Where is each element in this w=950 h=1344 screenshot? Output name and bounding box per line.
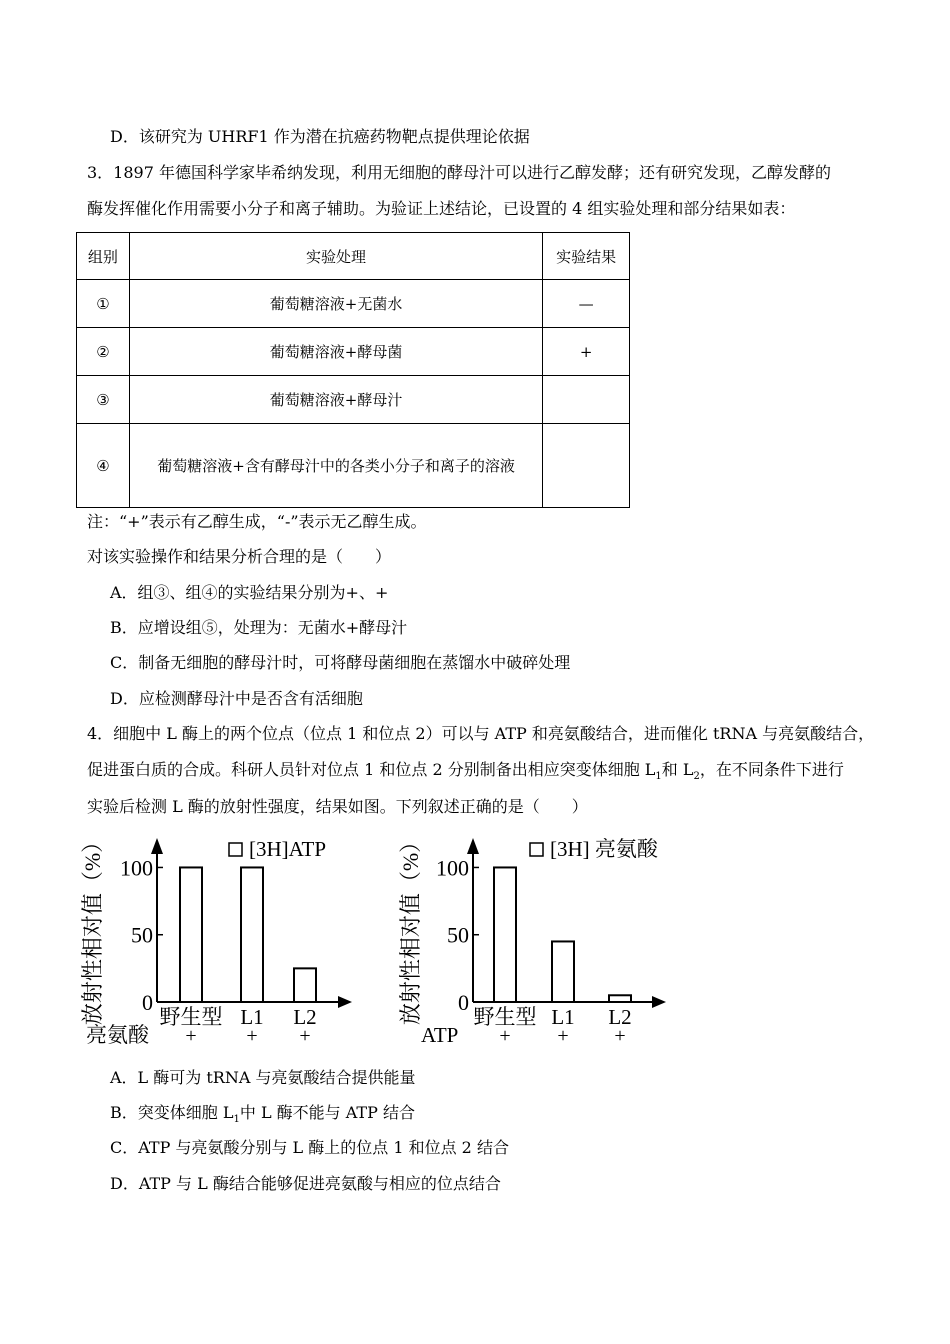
- x-axis-arrow: [338, 996, 352, 1008]
- q4-stem-line3: 实验后检测 L 酶的放射性强度，结果如图。下列叙述正确的是（ ）: [87, 797, 588, 816]
- y-tick-label: 50: [131, 922, 153, 948]
- q3-stem-line1: 3．1897 年德国科学家毕希纳发现，利用无细胞的酵母汁可以进行乙醇发酵；还有研究发现，乙醇发酵的: [87, 163, 831, 182]
- x-tick-label: 野生型: [159, 1005, 223, 1029]
- y-tick-label: 0: [142, 990, 153, 1015]
- table-header-result: 实验结果: [543, 233, 630, 280]
- bar-charts-figure: [0, 820, 950, 1060]
- table-cell-group: ③: [77, 376, 130, 424]
- q4-option-d: D．ATP 与 L 酶结合能够促进亮氨酸与相应的位点结合: [110, 1174, 501, 1193]
- x-axis-arrow: [652, 996, 666, 1008]
- q4-stem-sub1: 1: [655, 771, 662, 783]
- q4-stem-text-c: ，在不同条件下进行: [699, 760, 844, 779]
- y-axis-label: 放射性相对值（%）: [80, 830, 105, 1026]
- table-cell-result: —: [543, 280, 630, 328]
- table-row: [77, 280, 630, 328]
- q3-option-d: D．应检测酵母汁中是否含有活细胞: [110, 689, 363, 708]
- y-axis-arrow: [151, 838, 163, 854]
- condition-mark: +: [614, 1025, 626, 1047]
- condition-label: ATP: [421, 1023, 459, 1047]
- y-tick-label: 100: [120, 855, 153, 881]
- legend-label: [3H] 亮氨酸: [550, 837, 658, 861]
- q4-option-b-text-b: 中 L 酶不能与 ATP 结合: [239, 1103, 415, 1122]
- bar: [180, 867, 202, 1002]
- x-tick-label: L2: [293, 1005, 317, 1029]
- y-tick-label: 50: [447, 922, 469, 948]
- q4-option-b-sub: 1: [233, 1114, 240, 1126]
- x-tick-label: L1: [240, 1005, 264, 1029]
- y-tick-label: 0: [458, 990, 469, 1015]
- condition-mark: +: [246, 1025, 258, 1047]
- q3-option-c: C．制备无细胞的酵母汁时，可将酵母菌细胞在蒸馏水中破碎处理: [110, 653, 571, 672]
- bar: [241, 867, 263, 1002]
- q3-option-a: A．组③、组④的实验结果分别为+、+: [110, 583, 389, 602]
- bar: [294, 968, 316, 1002]
- q4-option-b-text-a: B．突变体细胞 L: [110, 1103, 234, 1122]
- q4-option-b: [110, 1103, 415, 1130]
- q3-question: 对该实验操作和结果分析合理的是（ ）: [87, 547, 392, 566]
- table-cell-result: +: [543, 328, 630, 376]
- table-row: [77, 424, 630, 508]
- bar: [552, 941, 574, 1002]
- table-cell-treatment: 葡萄糖溶液+酵母菌: [129, 328, 542, 376]
- table-row: [77, 376, 630, 424]
- experiment-table: [76, 232, 630, 508]
- q4-option-c: C．ATP 与亮氨酸分别与 L 酶上的位点 1 和位点 2 结合: [110, 1138, 509, 1157]
- q3-option-b: B．应增设组⑤，处理为：无菌水+酵母汁: [110, 618, 408, 637]
- table-cell-result: [543, 424, 630, 508]
- q4-option-a: A．L 酶可为 tRNA 与亮氨酸结合提供能量: [110, 1068, 416, 1087]
- q4-stem-line1: 4．细胞中 L 酶上的两个位点（位点 1 和位点 2）可以与 ATP 和亮氨酸结合，进而催化 tRNA 与亮氨酸结合，: [87, 724, 875, 743]
- condition-mark: +: [185, 1025, 197, 1047]
- q4-stem-line2: [87, 760, 844, 787]
- x-tick-label: L2: [608, 1005, 632, 1029]
- q2-option-d: D．该研究为 UHRF1 作为潜在抗癌药物靶点提供理论依据: [110, 127, 530, 146]
- y-axis-arrow: [467, 838, 479, 854]
- condition-mark: +: [299, 1025, 311, 1047]
- table-header-group: 组别: [77, 233, 130, 280]
- table-cell-group: ②: [77, 328, 130, 376]
- bar: [609, 995, 631, 1002]
- table-cell-group: ①: [77, 280, 130, 328]
- table-header-treatment: 实验处理: [129, 233, 542, 280]
- table-cell-treatment: 葡萄糖溶液+无菌水: [129, 280, 542, 328]
- table-cell-result: [543, 376, 630, 424]
- condition-label: 亮氨酸: [86, 1023, 149, 1047]
- q4-stem-text-a: 促进蛋白质的合成。科研人员针对位点 1 和位点 2 分别制备出相应突变体细胞 L: [87, 760, 656, 779]
- table-header-row: [77, 233, 630, 280]
- y-axis-label: 放射性相对值（%）: [398, 830, 423, 1026]
- table-row: [77, 328, 630, 376]
- x-tick-label: 野生型: [473, 1005, 537, 1029]
- condition-mark: +: [499, 1025, 511, 1047]
- table-cell-treatment: 葡萄糖溶液+含有酵母汁中的各类小分子和离子的溶液: [129, 424, 542, 508]
- q3-stem-line2: 酶发挥催化作用需要小分子和离子辅助。为验证上述结论，已设置的 4 组实验处理和部分结果如表：: [87, 199, 796, 218]
- table-cell-treatment: 葡萄糖溶液+酵母汁: [129, 376, 542, 424]
- legend-label: [3H]ATP: [249, 837, 326, 861]
- q4-stem-sub2: 2: [693, 771, 700, 783]
- x-tick-label: L1: [551, 1005, 575, 1029]
- q3-note: 注：“+”表示有乙醇生成，“-”表示无乙醇生成。: [87, 512, 427, 531]
- legend-swatch: [530, 843, 543, 856]
- y-tick-label: 100: [436, 855, 469, 881]
- q4-stem-text-b: 和 L: [661, 760, 694, 779]
- table-cell-group: ④: [77, 424, 130, 508]
- legend-swatch: [229, 843, 242, 856]
- condition-mark: +: [557, 1025, 569, 1047]
- bar: [494, 867, 516, 1002]
